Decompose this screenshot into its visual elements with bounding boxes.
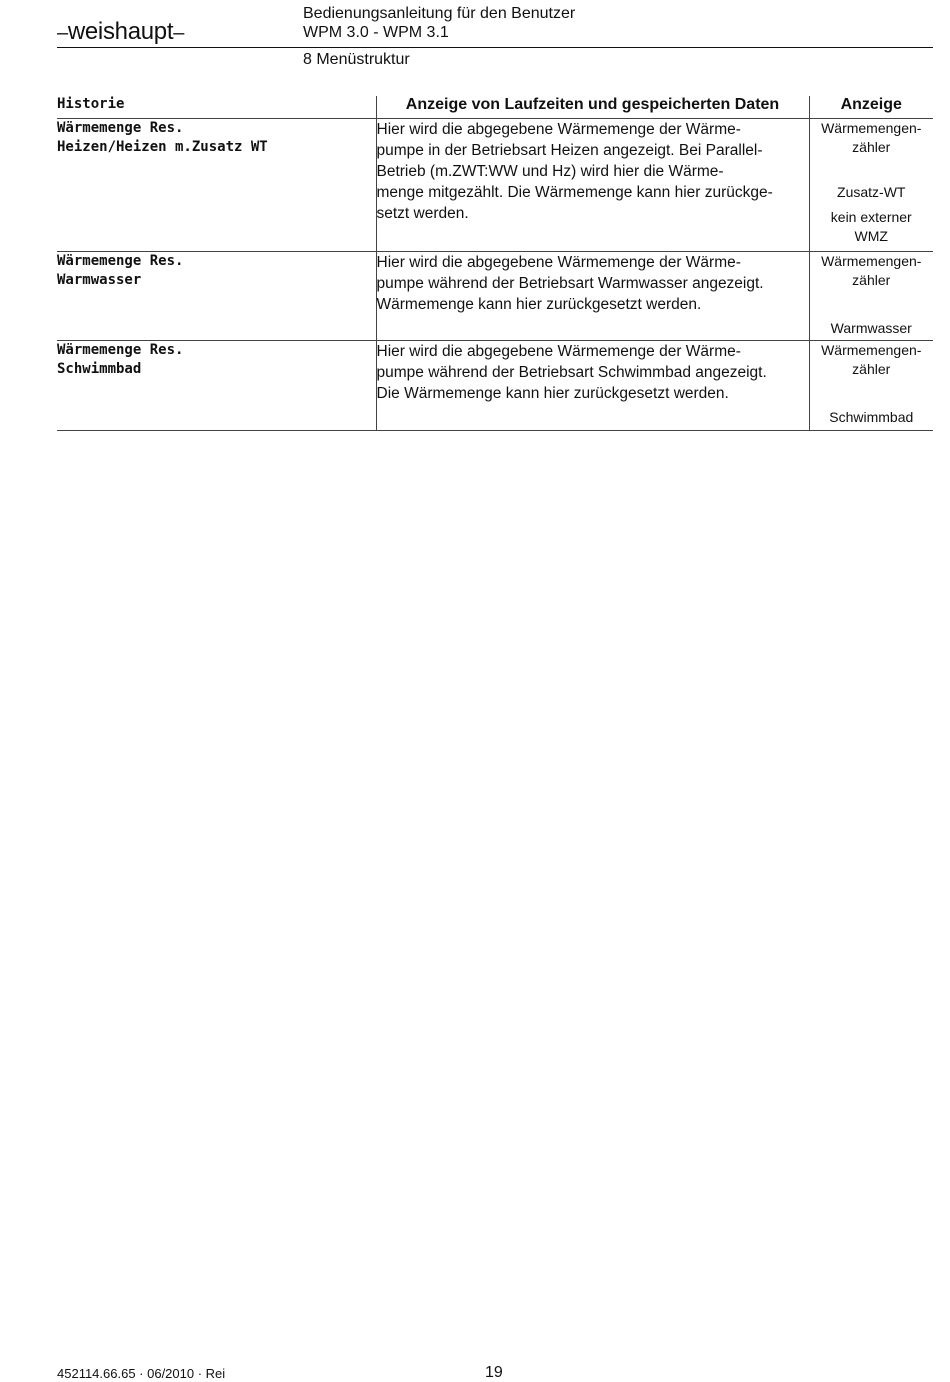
display-counter-label: Wärmemengen- zähler	[821, 342, 922, 377]
description-text: Hier wird die abgegebene Wärmemenge der Wärme- pumpe während der Betriebsart Schwimmbad angezeigt. Die Wärmemenge kann hier zurückgesetzt werden.	[376, 343, 767, 402]
menu-entry: Wärmemenge Res. Schwimmbad	[57, 341, 376, 431]
column-header-historie: Historie	[57, 96, 376, 119]
description-cell	[376, 252, 809, 341]
display-cell	[809, 119, 933, 252]
title-line-2: WPM 3.0 - WPM 3.1	[303, 24, 449, 41]
header-rule	[57, 47, 933, 48]
table-row	[57, 341, 933, 431]
display-counter-label: Wärmemengen- zähler	[821, 120, 922, 155]
document-title	[303, 4, 575, 42]
display-cell	[809, 341, 933, 431]
description-text: Hier wird die abgegebene Wärmemenge der Wärme- pumpe während der Betriebsart Warmwasser angezeigt. Wärmemenge kann hier zurückgesetzt werden.	[376, 254, 764, 313]
description-cell	[376, 119, 809, 252]
document-number: 452114.66.65 · 06/2010 · Rei	[57, 1366, 226, 1381]
display-note-label: kein externer WMZ	[830, 209, 912, 244]
weishaupt-logo: –weishaupt–	[57, 18, 185, 45]
section-title: 8 Menüstruktur	[303, 51, 410, 68]
title-line-1: Bedienungsanleitung für den Benutzer	[303, 5, 576, 22]
display-counter-label: Wärmemengen- zähler	[821, 253, 922, 288]
menu-table	[57, 96, 933, 431]
display-mode-label: Schwimmbad	[829, 409, 914, 425]
menu-entry: Wärmemenge Res. Warmwasser	[57, 252, 376, 341]
display-mode-label: Zusatz-WT	[837, 184, 906, 200]
column-header-description: Anzeige von Laufzeiten und gespeicherten Daten	[376, 96, 809, 119]
description-cell	[376, 341, 809, 431]
display-cell	[809, 252, 933, 341]
logo-text: weishaupt	[67, 18, 174, 45]
display-mode-label: Warmwasser	[830, 320, 912, 336]
description-text: Hier wird die abgegebene Wärmemenge der Wärme- pumpe in der Betriebsart Heizen angezeigt. Bei Parallel- Betrieb (m.ZWT:WW und Hz) wird hier die Wärme- menge mitgezählt. Die Wärmemenge kann hier zurückge- setzt werden.	[376, 121, 773, 222]
menu-entry: Wärmemenge Res. Heizen/Heizen m.Zusatz WT	[57, 119, 376, 252]
table-row	[57, 252, 933, 341]
table-row	[57, 119, 933, 252]
page-number: 19	[485, 1364, 503, 1381]
column-header-anzeige: Anzeige	[809, 96, 933, 119]
